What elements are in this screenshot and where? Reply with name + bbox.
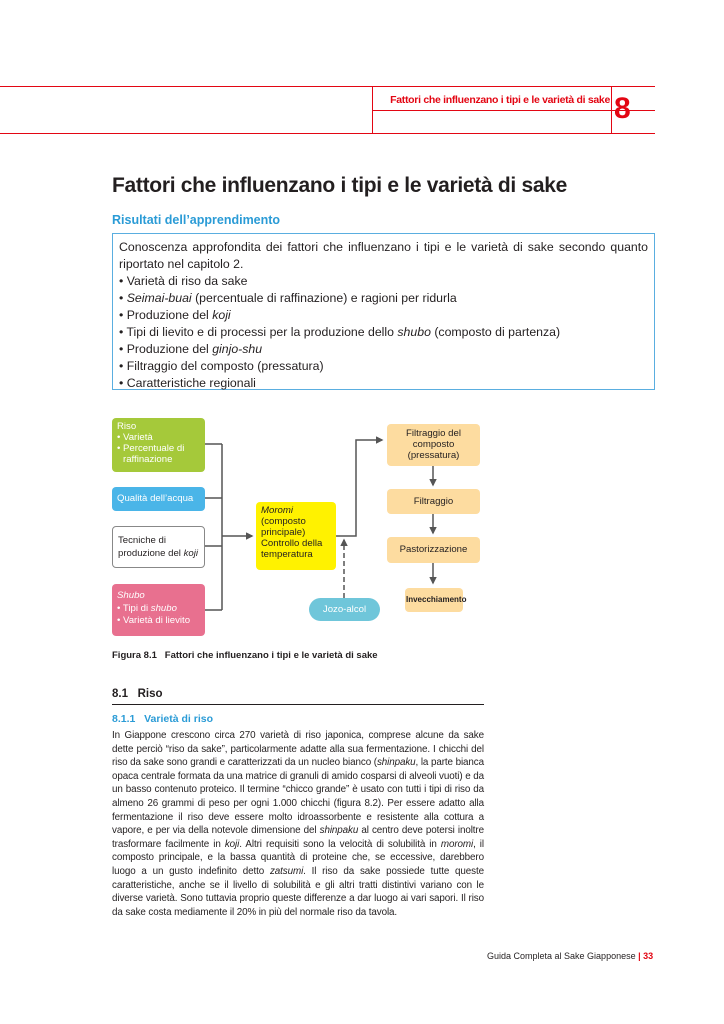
shubo-item: • Tipi di shubo: [117, 602, 177, 614]
page-footer: Guida Completa al Sake Giapponese | 33: [487, 951, 654, 961]
figure-box-koji: Tecniche di produzione del koji: [112, 526, 205, 568]
moromi-title: Moromi: [261, 505, 293, 516]
riso-item: • Percentuale di raffinazione: [117, 443, 185, 465]
figure-box-shubo: [112, 584, 205, 636]
page-title: Fattori che influenzano i tipi e le varietà di sake: [112, 174, 567, 197]
figure-box-filtraggio: Filtraggio: [387, 489, 480, 514]
learning-outcome-item: • Varietà di riso da sake: [119, 273, 648, 290]
page-number: 33: [643, 951, 654, 961]
riso-item: • Varietà: [117, 432, 153, 443]
learning-outcome-item: • Seimai-buai (percentuale di raffinazione) e ragioni per ridurla: [119, 290, 648, 307]
figure-box-pastorizzazione: Pastorizzazione: [387, 537, 480, 563]
learning-outcomes-heading: Risultati dell’apprendimento: [112, 213, 281, 227]
header-rule-top: [0, 86, 655, 87]
learning-outcome-item: • Produzione del koji: [119, 307, 648, 324]
subsection-heading: 8.1.1 Varietà di riso: [112, 713, 213, 725]
header-vertical-right: [611, 86, 612, 134]
section-rule: [112, 704, 484, 705]
shubo-title: Shubo: [117, 590, 145, 601]
body-paragraph: In Giappone crescono circa 270 varietà di riso japonica, comprese alcune da sake dette perciò “riso da sake”, particolarmente adatte alla sua fermentazione. I chicchi del riso da sake sono grandi e caratterizzati da un nucleo bianco (shinpaku, la parte bianca opaca centrale formata da una matrice di granuli di amido cosparsi di alveoli vuoti) e da un basso contenuto proteico. Il termine “chicco grande” è usato con tutti i tipi di riso da almeno 26 grammi di peso per ogni 1.000 chicchi (figura 8.2). Per essere adatto alla fermentazione il riso deve essere molto idroassorbente e resistente alla cottura a vapore, e per via della notevole dimensione del shinpaku al centro deve potersi inoltre trasformare facilmente in koji. Altri requisiti sono la velocità di solubilità in moromi, il composto principale, e la bassa quantità di proteine che, se eccessive, darebbero luogo a un gusto indefinito detto zatsumi. Il riso da sake possiede tutte queste caratteristiche, anche se il livello di solubilità e gli altri tratti distintivi variano con le diverse varietà. Sono tuttavia proprio queste differenze a dar luogo ai vari sapori. Il riso da sake costa mediamente il 20% in più del normale riso da tavola.: [112, 730, 484, 918]
learning-outcomes-box: [112, 233, 655, 390]
header-rule-bottom: [0, 133, 655, 134]
chapter-number: 8: [614, 92, 631, 125]
learning-outcome-item: • Filtraggio del composto (pressatura): [119, 358, 648, 375]
riso-title: Riso: [117, 421, 137, 432]
running-header: Fattori che influenzano i tipi e le varietà di sake: [390, 94, 610, 106]
header-rule-middle: [372, 110, 655, 111]
figure-box-riso: [112, 418, 205, 472]
figure-box-filtraggio-composto: Filtraggio del composto (pressatura): [387, 424, 480, 466]
moromi-description: (composto principale) Controllo della temperatura: [261, 516, 323, 560]
figure-box-acqua: Qualità dell’acqua: [112, 487, 205, 511]
figure-box-jozo-alcol: Jozo-alcol: [309, 598, 380, 621]
learning-outcomes-intro: Conoscenza approfondita dei fattori che influenzano i tipi e le varietà di sake secondo quanto riportato nel capitolo 2.: [119, 240, 648, 271]
figure-box-moromi: [256, 502, 336, 570]
figure-caption: Figura 8.1 Fattori che influenzano i tipi e le varietà di sake: [112, 650, 378, 661]
arrow-moromi-to-filtraggio: [336, 440, 382, 536]
section-heading: 8.1 Riso: [112, 688, 163, 700]
learning-outcome-item: • Tipi di lievito e di processi per la produzione dello shubo (composto di partenza): [119, 324, 648, 341]
shubo-item: • Varietà di lievito: [117, 615, 191, 626]
learning-outcome-item: • Caratteristiche regionali: [119, 375, 648, 392]
figure-box-invecchiamento: Invecchiamento: [405, 588, 463, 612]
learning-outcome-item: • Produzione del ginjo-shu: [119, 341, 648, 358]
